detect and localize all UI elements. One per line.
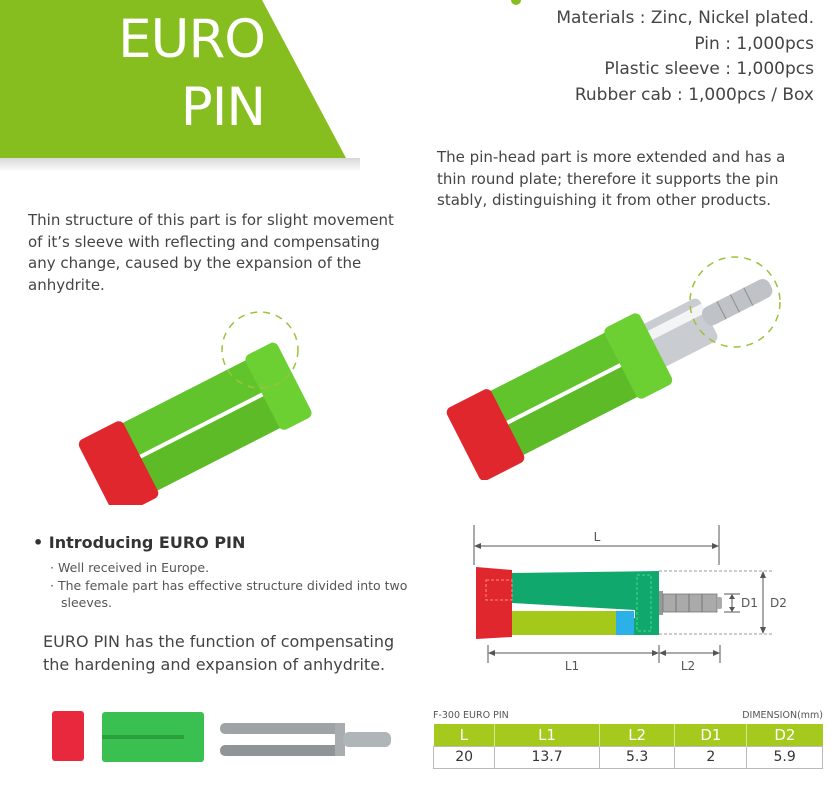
svg-text:L1: L1 bbox=[564, 659, 580, 673]
table-row bbox=[434, 746, 823, 768]
bullet-item: · The female part has effective structure divided into two sleeves. bbox=[50, 577, 408, 610]
svg-text:L: L bbox=[593, 530, 601, 544]
pin-upper-leg bbox=[220, 723, 342, 734]
pin-head-description: The pin-head part is more extended and has a thin round plate; therefore it supports the pin stably, distinguishing it from other products. bbox=[437, 148, 786, 209]
spec-materials: Materials : Zinc, Nickel plated. bbox=[556, 8, 814, 28]
assembled-pin-image bbox=[430, 250, 790, 480]
parts-image bbox=[40, 705, 400, 775]
value-L2: 5.3 bbox=[599, 746, 675, 768]
thin-structure-description: Thin structure of this part is for slight movement of it’s sleeve with reflecting and compensating any change, caused by the expansion of the anhydrite. bbox=[28, 211, 394, 294]
value-L: 20 bbox=[434, 746, 495, 768]
spec-pin: Pin : 1,000pcs bbox=[694, 33, 814, 54]
header-L1: L1 bbox=[495, 724, 600, 746]
value-D2: 5.9 bbox=[747, 746, 823, 768]
value-D1: 2 bbox=[675, 746, 747, 768]
svg-text:D1: D1 bbox=[741, 596, 758, 610]
sleeve-product-image bbox=[60, 295, 320, 505]
title-line-2: PIN bbox=[180, 77, 265, 138]
banner-shadow bbox=[0, 158, 360, 172]
dimension-diagram bbox=[440, 515, 834, 685]
intro-heading: • Introducing EURO PIN bbox=[33, 533, 246, 552]
intro-summary: EURO PIN has the function of compensating the hardening and expansion of anhydrite. bbox=[43, 632, 395, 674]
header-L: L bbox=[434, 724, 495, 746]
table-caption-model: F-300 EURO PIN bbox=[433, 710, 509, 721]
rubber-cap bbox=[52, 711, 84, 761]
svg-text:D2: D2 bbox=[770, 596, 787, 610]
spec-rubber-cab: Rubber cab : 1,000pcs / Box bbox=[574, 84, 814, 105]
table-caption-unit: DIMENSION(mm) bbox=[742, 710, 823, 721]
header-D1: D1 bbox=[675, 724, 747, 746]
svg-text:L2: L2 bbox=[680, 659, 696, 673]
header-D2: D2 bbox=[747, 724, 823, 746]
intro-title-text: Introducing EURO PIN bbox=[48, 533, 246, 552]
value-L1: 13.7 bbox=[495, 746, 600, 768]
bullet-text: The female part has effective structure divided into two sleeves. bbox=[57, 577, 408, 610]
dimension-table bbox=[433, 710, 823, 769]
title-line-1: EURO bbox=[118, 9, 265, 70]
pin-lower-leg bbox=[220, 745, 342, 756]
bullet-text: Well received in Europe. bbox=[57, 560, 210, 575]
page-title bbox=[0, 6, 265, 142]
spec-plastic-sleeve: Plastic sleeve : 1,000pcs bbox=[604, 59, 814, 79]
pin-head bbox=[343, 732, 391, 747]
intro-bullets bbox=[50, 559, 410, 612]
accent-dot bbox=[511, 0, 521, 5]
specifications bbox=[556, 6, 814, 108]
header-L2: L2 bbox=[599, 724, 675, 746]
bullet-item: · Well received in Europe. bbox=[50, 560, 210, 575]
